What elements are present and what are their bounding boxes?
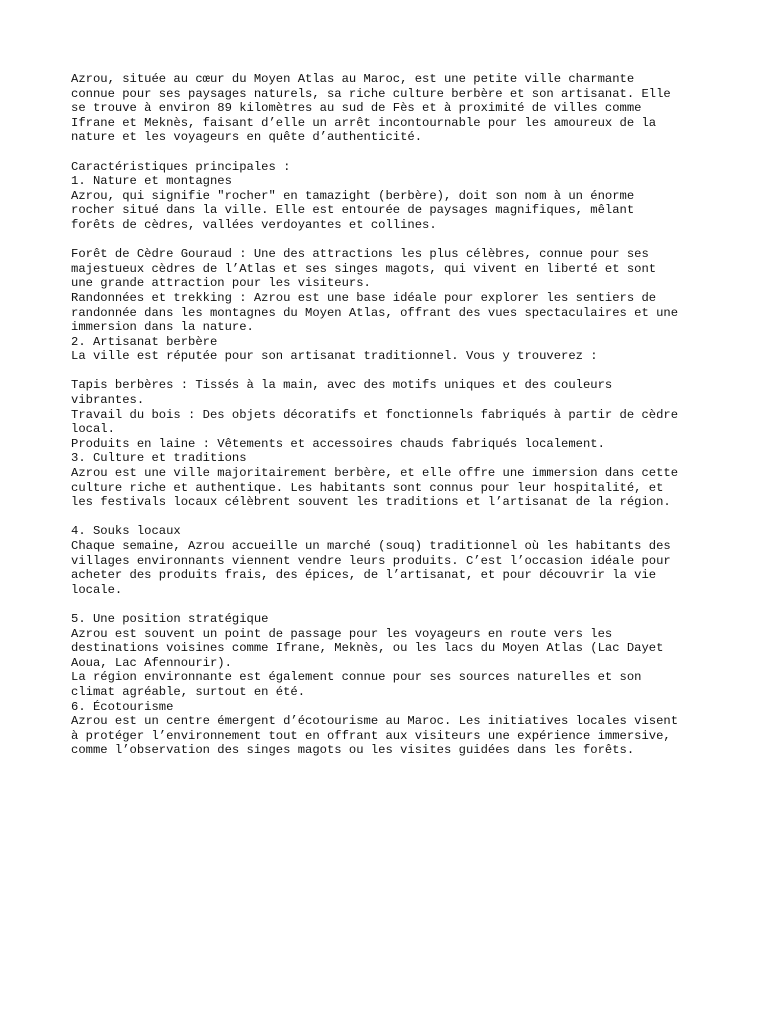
text-line: La région environnante est également connue pour ses sources naturelles et son <box>71 670 642 685</box>
section-body-nature <box>71 189 711 233</box>
section-body-artisanat: La ville est réputée pour son artisanat traditionnel. Vous y trouverez : <box>71 349 598 364</box>
text-line: locale. <box>71 582 123 597</box>
list-item: vibrantes. <box>71 393 145 408</box>
text-line: Azrou est un centre émergent d’écotourisme au Maroc. Les initiatives locales visent <box>71 714 679 729</box>
list-item: majestueux cèdres de l’Atlas et ses singes magots, qui vivent en liberté et sont <box>71 261 657 276</box>
text-line: forêts de cèdres, vallées verdoyantes et collines. <box>71 217 437 232</box>
list-item: Produits en laine : Vêtements et accessoires chauds fabriqués localement. <box>71 436 605 451</box>
section-title-culture: 3. Culture et traditions <box>71 451 247 466</box>
list-item: une grande attraction pour les visiteurs. <box>71 276 371 291</box>
text-line: climat agréable, surtout en été. <box>71 684 306 699</box>
list-item: local. <box>71 422 115 437</box>
document-body <box>71 72 711 758</box>
list-item: immersion dans la nature. <box>71 320 254 335</box>
section-body-souks <box>71 539 711 597</box>
text-line: connue pour ses paysages naturels, sa riche culture berbère et son artisanat. Elle <box>71 86 671 101</box>
section-title-nature: 1. Nature et montagnes <box>71 174 232 189</box>
section-title-souks: 4. Souks locaux <box>71 524 181 539</box>
blank-line <box>71 145 711 160</box>
text-line: Azrou, située au cœur du Moyen Atlas au Maroc, est une petite ville charmante <box>71 72 635 86</box>
text-line: Azrou, qui signifie "rocher" en tamazight (berbère), doit son nom à un énorme <box>71 188 635 203</box>
text-line: Azrou est souvent un point de passage pour les voyageurs en route vers les <box>71 626 613 641</box>
list-item: Randonnées et trekking : Azrou est une base idéale pour explorer les sentiers de <box>71 290 657 305</box>
intro-paragraph <box>71 72 711 145</box>
blank-line <box>71 597 711 612</box>
section-body-ecotourisme <box>71 714 711 758</box>
blank-line <box>71 510 711 525</box>
text-line: Ifrane et Meknès, faisant d’elle un arrêt incontournable pour les amoureux de la <box>71 115 657 130</box>
section-items-nature <box>71 247 711 335</box>
list-item: Tapis berbères : Tissés à la main, avec des motifs uniques et des couleurs <box>71 378 613 393</box>
section-title-position: 5. Une position stratégique <box>71 611 269 626</box>
list-item: Travail du bois : Des objets décoratifs et fonctionnels fabriqués à partir de cèdre <box>71 407 679 422</box>
text-line: Chaque semaine, Azrou accueille un marché (souq) traditionnel où les habitants des <box>71 539 671 553</box>
blank-line <box>71 233 711 248</box>
text-line: comme l’observation des singes magots ou les visites guidées dans les forêts. <box>71 743 635 758</box>
text-line: acheter des produits frais, des épices, de l’artisanat, et pour découvrir la vie <box>71 568 657 583</box>
text-line: à protéger l’environnement tout en offrant aux visiteurs une expérience immersive, <box>71 728 671 743</box>
text-line: rocher situé dans la ville. Elle est entourée de paysages magnifiques, mêlant <box>71 203 635 218</box>
section-title-artisanat: 2. Artisanat berbère <box>71 334 218 349</box>
text-line: nature et les voyageurs en quête d’authenticité. <box>71 130 423 145</box>
blank-line <box>71 364 711 379</box>
text-line: les festivals locaux célèbrent souvent les traditions et l’artisanat de la région. <box>71 495 671 510</box>
text-line: villages environnants viennent vendre leurs produits. C’est l’occasion idéale pour <box>71 553 671 568</box>
list-item: Forêt de Cèdre Gouraud : Une des attractions les plus célèbres, connue pour ses <box>71 247 649 262</box>
list-item: randonnée dans les montagnes du Moyen Atlas, offrant des vues spectaculaires et une <box>71 305 679 320</box>
text-line: destinations voisines comme Ifrane, Meknès, ou les lacs du Moyen Atlas (Lac Dayet <box>71 641 664 656</box>
section-body-culture <box>71 466 711 510</box>
section-items-artisanat <box>71 378 711 451</box>
section-body-position <box>71 627 711 700</box>
text-line: Azrou est une ville majoritairement berbère, et elle offre une immersion dans cette <box>71 466 679 481</box>
text-line: culture riche et authentique. Les habitants sont connus pour leur hospitalité, et <box>71 480 664 495</box>
text-line: se trouve à environ 89 kilomètres au sud de Fès et à proximité de villes comme <box>71 101 642 116</box>
section-title-ecotourisme: 6. Écotourisme <box>71 699 174 714</box>
text-line: Aoua, Lac Afennourir). <box>71 655 232 670</box>
features-heading: Caractéristiques principales : <box>71 159 291 174</box>
